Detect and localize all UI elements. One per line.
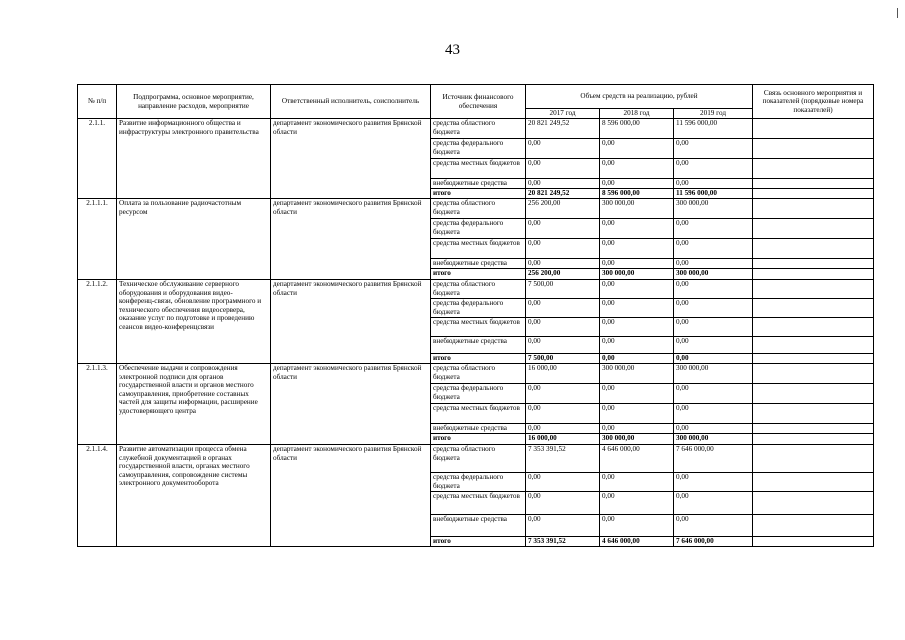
source-label: средства областного бюджета: [431, 445, 526, 473]
value-2018: 0,00: [600, 179, 674, 189]
value-2018: 0,00: [600, 337, 674, 354]
link-cell: [753, 354, 874, 364]
value-2017: 0,00: [526, 299, 600, 318]
funding-row: [78, 364, 874, 384]
value-2019: 0,00: [674, 219, 753, 239]
value-2018: 300 000,00: [600, 434, 674, 445]
header-year-2017: 2017 год: [526, 109, 600, 119]
value-2018: 0,00: [600, 280, 674, 299]
item-responsible: департамент экономического развития Брянской области: [271, 364, 431, 445]
source-label: внебюджетные средства: [431, 337, 526, 354]
value-2017: 7 500,00: [526, 280, 600, 299]
item-responsible: департамент экономического развития Брянской области: [271, 199, 431, 280]
value-2019: 11 596 000,00: [674, 189, 753, 199]
value-2019: 300 000,00: [674, 269, 753, 280]
value-2019: 0,00: [674, 318, 753, 337]
item-name: Оплата за пользование радиочастотным ресурсом: [117, 199, 271, 280]
link-cell: [753, 364, 874, 384]
value-2019: 0,00: [674, 139, 753, 159]
value-2018: 0,00: [600, 404, 674, 424]
source-label: итого: [431, 269, 526, 280]
item-name: Развитие автоматизации процесса обмена служебной документацией в органах государственной власти, органах местного самоуправления, сопровождение системы электронного документооборота: [117, 445, 271, 547]
link-cell: [753, 139, 874, 159]
value-2019: 0,00: [674, 299, 753, 318]
value-2018: 4 646 000,00: [600, 537, 674, 547]
value-2018: 0,00: [600, 159, 674, 179]
header-num: № п/п: [78, 85, 117, 119]
source-label: внебюджетные средства: [431, 179, 526, 189]
value-2018: 300 000,00: [600, 269, 674, 280]
source-label: средства федерального бюджета: [431, 219, 526, 239]
source-label: итого: [431, 537, 526, 547]
value-2017: 20 821 249,52: [526, 119, 600, 139]
value-2018: 0,00: [600, 384, 674, 404]
value-2018: 0,00: [600, 239, 674, 259]
value-2017: 0,00: [526, 318, 600, 337]
value-2018: 0,00: [600, 219, 674, 239]
value-2019: 0,00: [674, 179, 753, 189]
value-2017: 0,00: [526, 515, 600, 537]
value-2019: 0,00: [674, 384, 753, 404]
value-2019: 0,00: [674, 473, 753, 492]
value-2017: 0,00: [526, 337, 600, 354]
header-responsible: Ответственный исполнитель, соисполнитель: [271, 85, 431, 119]
link-cell: [753, 269, 874, 280]
source-label: средства областного бюджета: [431, 280, 526, 299]
value-2017: 0,00: [526, 473, 600, 492]
value-2017: 0,00: [526, 384, 600, 404]
value-2017: 256 200,00: [526, 199, 600, 219]
value-2018: 8 596 000,00: [600, 119, 674, 139]
link-cell: [753, 492, 874, 515]
item-name: Обеспечение выдачи и сопровождения электронной подписи для органов государственной власти и органов местного самоуправления, приобретение составных частей для защиты информации, расширение удостоверяющего центра: [117, 364, 271, 445]
value-2018: 0,00: [600, 139, 674, 159]
budget-table: [77, 84, 874, 547]
table-body: [78, 119, 874, 547]
value-2017: 0,00: [526, 239, 600, 259]
source-label: средства федерального бюджета: [431, 139, 526, 159]
item-number: 2.1.1.3.: [78, 364, 117, 445]
value-2017: 16 000,00: [526, 434, 600, 445]
value-2017: 0,00: [526, 139, 600, 159]
source-label: средства федерального бюджета: [431, 299, 526, 318]
source-label: средства федерального бюджета: [431, 384, 526, 404]
source-label: итого: [431, 434, 526, 445]
link-cell: [753, 280, 874, 299]
value-2019: 11 596 000,00: [674, 119, 753, 139]
source-label: средства местных бюджетов: [431, 159, 526, 179]
link-cell: [753, 337, 874, 354]
value-2019: 300 000,00: [674, 199, 753, 219]
value-2018: 0,00: [600, 299, 674, 318]
value-2018: 0,00: [600, 354, 674, 364]
link-cell: [753, 199, 874, 219]
source-label: средства местных бюджетов: [431, 239, 526, 259]
funding-row: [78, 119, 874, 139]
item-number: 2.1.1.: [78, 119, 117, 199]
value-2017: 16 000,00: [526, 364, 600, 384]
header-year-2019: 2019 год: [674, 109, 753, 119]
header-link: Связь основного мероприятия и показателей (порядковые номера показателей): [753, 85, 874, 119]
page-number: 43: [445, 42, 460, 58]
source-label: средства местных бюджетов: [431, 492, 526, 515]
item-responsible: департамент экономического развития Брянской области: [271, 280, 431, 364]
value-2018: 0,00: [600, 473, 674, 492]
item-responsible: департамент экономического развития Брянской области: [271, 445, 431, 547]
link-cell: [753, 119, 874, 139]
source-label: средства местных бюджетов: [431, 404, 526, 424]
value-2019: 0,00: [674, 354, 753, 364]
value-2019: 7 646 000,00: [674, 537, 753, 547]
value-2019: 0,00: [674, 337, 753, 354]
value-2018: 0,00: [600, 424, 674, 434]
value-2019: 0,00: [674, 280, 753, 299]
link-cell: [753, 537, 874, 547]
value-2017: 0,00: [526, 404, 600, 424]
header-year-2018: 2018 год: [600, 109, 674, 119]
value-2019: 300 000,00: [674, 364, 753, 384]
source-label: внебюджетные средства: [431, 424, 526, 434]
value-2018: 4 646 000,00: [600, 445, 674, 473]
funding-row: [78, 199, 874, 219]
funding-row: [78, 280, 874, 299]
value-2019: 7 646 000,00: [674, 445, 753, 473]
source-label: внебюджетные средства: [431, 515, 526, 537]
source-label: средства федерального бюджета: [431, 473, 526, 492]
item-responsible: департамент экономического развития Брянской области: [271, 119, 431, 199]
header-volume: Объем средств на реализацию, рублей: [526, 85, 753, 109]
value-2017: 7 500,00: [526, 354, 600, 364]
value-2017: 0,00: [526, 219, 600, 239]
source-label: средства областного бюджета: [431, 119, 526, 139]
value-2019: 0,00: [674, 492, 753, 515]
source-label: внебюджетные средства: [431, 259, 526, 269]
page-edge-mark: [897, 8, 898, 18]
value-2018: 0,00: [600, 492, 674, 515]
value-2017: 256 200,00: [526, 269, 600, 280]
header-subprogram: Подпрограмма, основное мероприятие, направление расходов, мероприятие: [117, 85, 271, 119]
link-cell: [753, 219, 874, 239]
value-2019: 300 000,00: [674, 434, 753, 445]
link-cell: [753, 404, 874, 424]
item-number: 2.1.1.1.: [78, 199, 117, 280]
item-number: 2.1.1.4.: [78, 445, 117, 547]
link-cell: [753, 179, 874, 189]
source-label: итого: [431, 354, 526, 364]
link-cell: [753, 445, 874, 473]
value-2019: 0,00: [674, 259, 753, 269]
item-name: Развитие информационного общества и инфраструктуры электронного правительства: [117, 119, 271, 199]
source-label: средства областного бюджета: [431, 364, 526, 384]
link-cell: [753, 239, 874, 259]
link-cell: [753, 299, 874, 318]
value-2017: 0,00: [526, 159, 600, 179]
value-2019: 0,00: [674, 239, 753, 259]
value-2019: 0,00: [674, 404, 753, 424]
value-2018: 0,00: [600, 318, 674, 337]
value-2017: 7 353 391,52: [526, 445, 600, 473]
value-2017: 0,00: [526, 259, 600, 269]
value-2018: 0,00: [600, 259, 674, 269]
value-2017: 20 821 249,52: [526, 189, 600, 199]
header-source: Источник финансового обеспечения: [431, 85, 526, 119]
link-cell: [753, 515, 874, 537]
item-name: Техническое обслуживание серверного оборудования и оборудования видео-конференц-связи, обновление программного и технического обеспечения видеосервера, оказание услуг по подготовке и проведению сеансов видео-конференцсвязи: [117, 280, 271, 364]
link-cell: [753, 434, 874, 445]
value-2018: 300 000,00: [600, 364, 674, 384]
funding-row: [78, 445, 874, 473]
value-2017: 0,00: [526, 424, 600, 434]
link-cell: [753, 159, 874, 179]
value-2017: 0,00: [526, 179, 600, 189]
item-number: 2.1.1.2.: [78, 280, 117, 364]
source-label: итого: [431, 189, 526, 199]
link-cell: [753, 259, 874, 269]
link-cell: [753, 473, 874, 492]
source-label: средства областного бюджета: [431, 199, 526, 219]
value-2019: 0,00: [674, 424, 753, 434]
value-2018: 300 000,00: [600, 199, 674, 219]
link-cell: [753, 189, 874, 199]
value-2018: 0,00: [600, 515, 674, 537]
value-2017: 0,00: [526, 492, 600, 515]
link-cell: [753, 384, 874, 404]
value-2019: 0,00: [674, 159, 753, 179]
link-cell: [753, 424, 874, 434]
value-2017: 7 353 391,52: [526, 537, 600, 547]
value-2019: 0,00: [674, 515, 753, 537]
source-label: средства местных бюджетов: [431, 318, 526, 337]
value-2018: 8 596 000,00: [600, 189, 674, 199]
link-cell: [753, 318, 874, 337]
